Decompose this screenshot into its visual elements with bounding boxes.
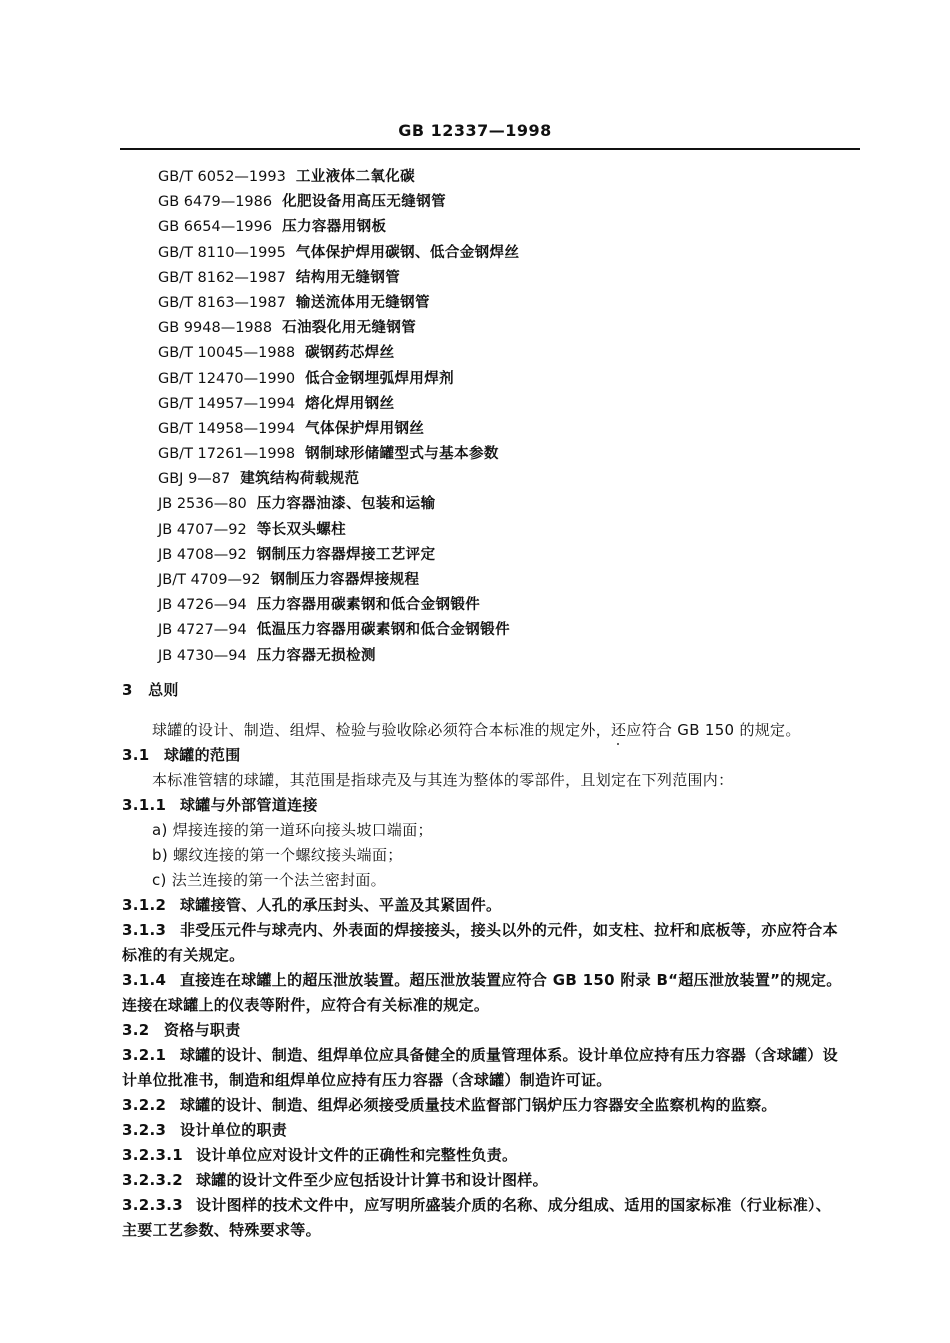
list-item: c) 法兰连接的第一个法兰密封面。: [152, 871, 386, 889]
clause-text: 球罐的设计文件至少应包括设计计算书和设计图样。: [196, 1171, 548, 1189]
scan-speck: [617, 743, 619, 745]
reference-item: [158, 468, 519, 493]
reference-list: [158, 166, 519, 670]
clause-number: 3.1.3: [122, 921, 167, 939]
reference-title: 输送流体用无缝钢管: [295, 294, 430, 311]
reference-code: JB 4727—94: [158, 622, 247, 639]
reference-title: 低合金钢埋弧焊用焊剂: [305, 370, 455, 387]
reference-item: [158, 368, 519, 393]
clause-heading: [122, 1120, 287, 1140]
reference-code: GB 6479—1986: [158, 194, 273, 211]
clause-continuation: 主要工艺参数、特殊要求等。: [122, 1221, 321, 1239]
clause: [122, 970, 842, 990]
clause: [122, 1170, 548, 1190]
header-rule: [120, 148, 860, 150]
clause-number: 3.1.2: [122, 896, 167, 914]
reference-title: 工业液体二氧化碳: [295, 169, 416, 185]
clause-title: 球罐的范围: [164, 746, 241, 764]
reference-title: 钢制压力容器焊接规程: [270, 572, 420, 588]
clause: [122, 1095, 777, 1115]
reference-code: GB/T 6052—1993: [158, 169, 286, 185]
page-header: [0, 121, 950, 140]
clause-heading: [122, 1020, 241, 1040]
reference-item: [158, 645, 519, 670]
clause-title: 球罐与外部管道连接: [180, 796, 318, 814]
clause-continuation: 标准的有关规定。: [122, 946, 245, 964]
reference-title: 化肥设备用高压无缝钢管: [282, 194, 447, 211]
clause-number: 3.2: [122, 1021, 150, 1039]
reference-title: 碳钢药芯焊丝: [305, 345, 395, 362]
reference-code: GB/T 12470—1990: [158, 370, 296, 387]
reference-code: GB/T 8163—1987: [158, 294, 286, 311]
clause-text: 非受压元件与球壳内、外表面的焊接接头，接头以外的元件，如支柱、拉杆和底板等，亦应符合本: [180, 921, 838, 939]
clause: [122, 1195, 831, 1215]
reference-item: [158, 418, 519, 443]
reference-title: 结构用无缝钢管: [295, 269, 401, 286]
clause-number: 3.1.1: [122, 796, 167, 814]
paragraph: 球罐的设计、制造、组焊、检验与验收除必须符合本标准的规定外，还应符合 GB 150 的规定。: [152, 721, 801, 739]
reference-code: GB/T 14957—1994: [158, 395, 296, 412]
reference-title: 压力容器用碳素钢和低合金钢锻件: [256, 597, 481, 614]
reference-item: [158, 191, 519, 216]
reference-item: [158, 216, 519, 241]
reference-item: [158, 342, 519, 367]
clause-number: 3.2.3.1: [122, 1146, 183, 1164]
reference-item: [158, 166, 519, 191]
reference-item: [158, 443, 519, 468]
reference-code: GB 9948—1988: [158, 320, 273, 337]
reference-item: [158, 519, 519, 544]
reference-title: 建筑结构荷载规范: [240, 471, 360, 488]
clause: [122, 1145, 517, 1165]
reference-item: [158, 393, 519, 418]
clause-title: 资格与职责: [164, 1021, 241, 1039]
clause-number: 3.2.2: [122, 1096, 167, 1114]
reference-item: [158, 594, 519, 619]
reference-code: GB/T 8110—1995: [158, 244, 286, 261]
clause-number: 3.1: [122, 746, 150, 764]
clause-text: 球罐的设计、制造、组焊必须接受质量技术监督部门锅炉压力容器安全监察机构的监察。: [180, 1096, 777, 1114]
reference-title: 石油裂化用无缝钢管: [282, 320, 417, 337]
reference-title: 气体保护焊用钢丝: [305, 420, 425, 437]
clause: [122, 920, 838, 940]
reference-code: GB/T 17261—1998: [158, 446, 296, 463]
reference-title: 低温压力容器用碳素钢和低合金钢锻件: [256, 622, 510, 639]
clause-number: 3.2.1: [122, 1046, 167, 1064]
reference-code: GB/T 14958—1994: [158, 420, 296, 437]
clause-text: 球罐的设计、制造、组焊单位应具备健全的质量管理体系。设计单位应持有压力容器（含球罐）设: [180, 1046, 838, 1064]
reference-title: 压力容器无损检测: [256, 647, 376, 664]
reference-code: JB 4730—94: [158, 647, 247, 664]
clause-text: 直接连在球罐上的超压泄放装置。超压泄放装置应符合 GB 150 附录 B“超压泄放装置”的规定。: [180, 971, 842, 989]
reference-code: JB/T 4709—92: [158, 572, 261, 588]
reference-title: 钢制球形储罐型式与基本参数: [305, 446, 499, 463]
clause-number: 3.1.4: [122, 971, 167, 989]
reference-item: [158, 569, 519, 594]
clause-text: 设计单位应对设计文件的正确性和完整性负责。: [196, 1146, 518, 1164]
reference-code: JB 4707—92: [158, 521, 247, 538]
clause-continuation: 连接在球罐上的仪表等附件，应符合有关标准的规定。: [122, 996, 490, 1014]
reference-code: GB/T 8162—1987: [158, 269, 286, 286]
clause-number: 3.2.3: [122, 1121, 167, 1139]
reference-title: 压力容器油漆、包装和运输: [256, 496, 436, 513]
clause-number: 3.2.3.3: [122, 1196, 183, 1214]
reference-item: [158, 493, 519, 518]
clause-continuation: 计单位批准书，制造和组焊单位应持有压力容器（含球罐）制造许可证。: [122, 1071, 612, 1089]
clause-text: 球罐接管、人孔的承压封头、平盖及其紧固件。: [180, 896, 502, 914]
reference-item: [158, 619, 519, 644]
reference-code: JB 4708—92: [158, 546, 247, 563]
reference-item: [158, 267, 519, 292]
list-item: a) 焊接连接的第一道环向接头坡口端面；: [152, 821, 433, 839]
clause-heading: [122, 745, 241, 765]
reference-code: GB/T 10045—1988: [158, 345, 296, 362]
clause: [122, 1045, 838, 1065]
reference-title: 气体保护焊用碳钢、低合金钢焊丝: [295, 244, 520, 261]
list-item: b) 螺纹连接的第一个螺纹接头端面；: [152, 846, 403, 864]
reference-title: 熔化焊用钢丝: [305, 395, 395, 412]
reference-title: 钢制压力容器焊接工艺评定: [256, 546, 436, 563]
section-number: 3: [122, 681, 133, 699]
reference-item: [158, 292, 519, 317]
reference-item: [158, 317, 519, 342]
paragraph: 本标准管辖的球罐，其范围是指球壳及与其连为整体的零部件，且划定在下列范围内：: [152, 771, 734, 789]
reference-title: 等长双头螺柱: [256, 521, 347, 538]
clause-title: 设计单位的职责: [180, 1121, 288, 1139]
clause-number: 3.2.3.2: [122, 1171, 183, 1189]
reference-item: [158, 242, 519, 267]
reference-title: 压力容器用钢板: [282, 219, 387, 236]
reference-code: GB 6654—1996: [158, 219, 273, 236]
reference-code: GBJ 9—87: [158, 471, 231, 488]
standard-code: GB 12337—1998: [398, 121, 552, 140]
section-heading: [122, 680, 179, 700]
section-title: 总则: [148, 681, 179, 699]
clause-text: 设计图样的技术文件中，应写明所盛装介质的名称、成分组成、适用的国家标准（行业标准）、: [196, 1196, 832, 1214]
clause-heading: [122, 795, 318, 815]
reference-code: JB 2536—80: [158, 496, 247, 513]
reference-code: JB 4726—94: [158, 597, 247, 614]
clause: [122, 895, 501, 915]
reference-item: [158, 544, 519, 569]
